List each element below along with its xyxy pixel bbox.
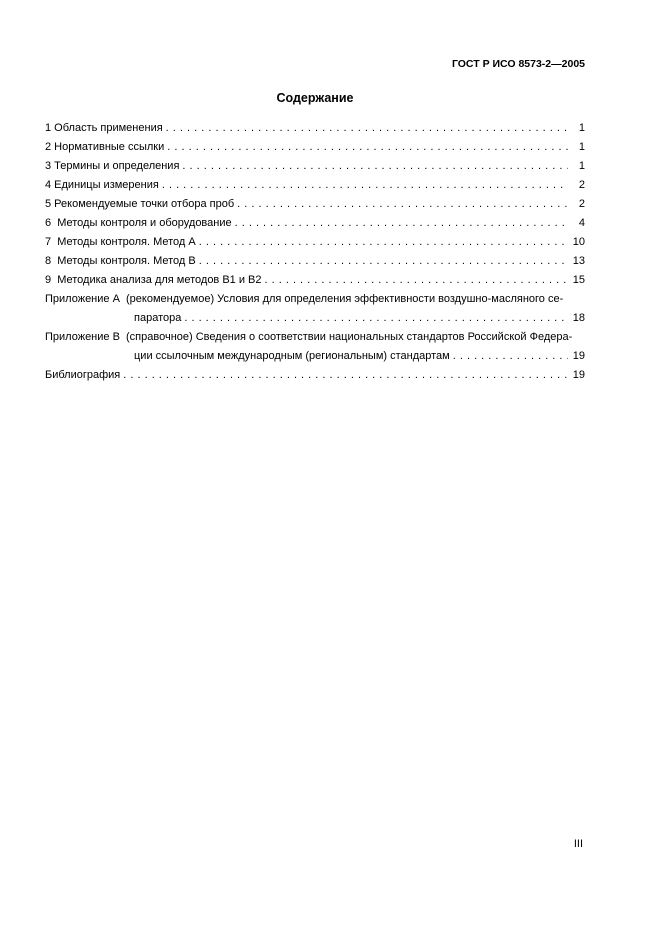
toc-entry xyxy=(45,138,585,157)
toc-entry xyxy=(45,176,585,195)
toc-entry-page: 1 xyxy=(578,122,585,134)
toc-entry-label: Библиография xyxy=(45,369,121,381)
standard-designation: ГОСТ Р ИСО 8573-2—2005 xyxy=(451,58,585,70)
toc-entry-appendix-b xyxy=(45,328,585,366)
toc-entry-bibliography xyxy=(45,366,585,385)
toc-entry-label: 2 Нормативные ссылки xyxy=(45,141,165,153)
toc-dot-leader xyxy=(235,214,568,233)
document-header xyxy=(45,58,585,70)
toc-entry-label-line2: ции ссылочным международным (региональным) стандартам xyxy=(134,350,450,362)
toc-entry xyxy=(45,271,585,290)
toc-entry-page: 2 xyxy=(578,179,585,191)
toc-entry xyxy=(45,157,585,176)
toc-entry-label-line1: Приложение А (рекомендуемое) Условия для определения эффективности воздушно-масляного се- xyxy=(45,293,564,305)
toc-entry xyxy=(45,233,585,252)
toc-entry-page: 1 xyxy=(578,141,585,153)
toc-dot-leader xyxy=(182,157,568,176)
toc-dot-leader xyxy=(453,347,568,366)
toc-entry-label: 4 Единицы измерения xyxy=(45,179,159,191)
toc-entry-label-line2: паратора xyxy=(134,312,182,324)
page-number: III xyxy=(573,838,583,850)
toc-entry-page: 19 xyxy=(572,369,585,381)
toc-dot-leader xyxy=(265,271,569,290)
toc-entry-label: 1 Область применения xyxy=(45,122,163,134)
toc-dot-leader xyxy=(162,176,568,195)
toc-entry-page: 2 xyxy=(578,198,585,210)
toc-dot-leader xyxy=(166,119,568,138)
toc-entry xyxy=(45,214,585,233)
toc-entry-continuation xyxy=(45,347,585,366)
toc-entry-label-line1: Приложение В (справочное) Сведения о соответствии национальных стандартов Российской Федера- xyxy=(45,331,573,343)
toc-entry-page: 1 xyxy=(578,160,585,172)
toc-entry-appendix-a xyxy=(45,290,585,328)
toc-entry xyxy=(45,252,585,271)
toc-dot-leader xyxy=(167,138,568,157)
toc-entry xyxy=(45,119,585,138)
toc-dot-leader xyxy=(184,309,568,328)
table-of-contents xyxy=(45,119,585,385)
toc-entry-label: 7 Методы контроля. Метод А xyxy=(45,236,196,248)
toc-entry-label: 8 Методы контроля. Метод В xyxy=(45,255,196,267)
toc-entry-label: 6 Методы контроля и оборудование xyxy=(45,217,232,229)
toc-entry-continuation xyxy=(45,309,585,328)
toc-entry-page: 4 xyxy=(578,217,585,229)
page-title: Содержание xyxy=(276,91,354,105)
toc-entry-page: 13 xyxy=(572,255,585,267)
toc-dot-leader xyxy=(199,233,568,252)
page-footer xyxy=(574,838,583,850)
toc-dot-leader xyxy=(199,252,568,271)
toc-entry xyxy=(45,195,585,214)
toc-entry-label: 9 Методика анализа для методов В1 и В2 xyxy=(45,274,262,286)
toc-dot-leader xyxy=(237,195,568,214)
toc-entry-page: 18 xyxy=(572,312,585,324)
toc-entry-label: 5 Рекомендуемые точки отбора проб xyxy=(45,198,235,210)
toc-entry-page: 19 xyxy=(572,350,585,362)
toc-dot-leader xyxy=(123,366,568,385)
toc-entry-label: 3 Термины и определения xyxy=(45,160,180,172)
toc-entry-page: 10 xyxy=(572,236,585,248)
toc-entry-page: 15 xyxy=(572,274,585,286)
